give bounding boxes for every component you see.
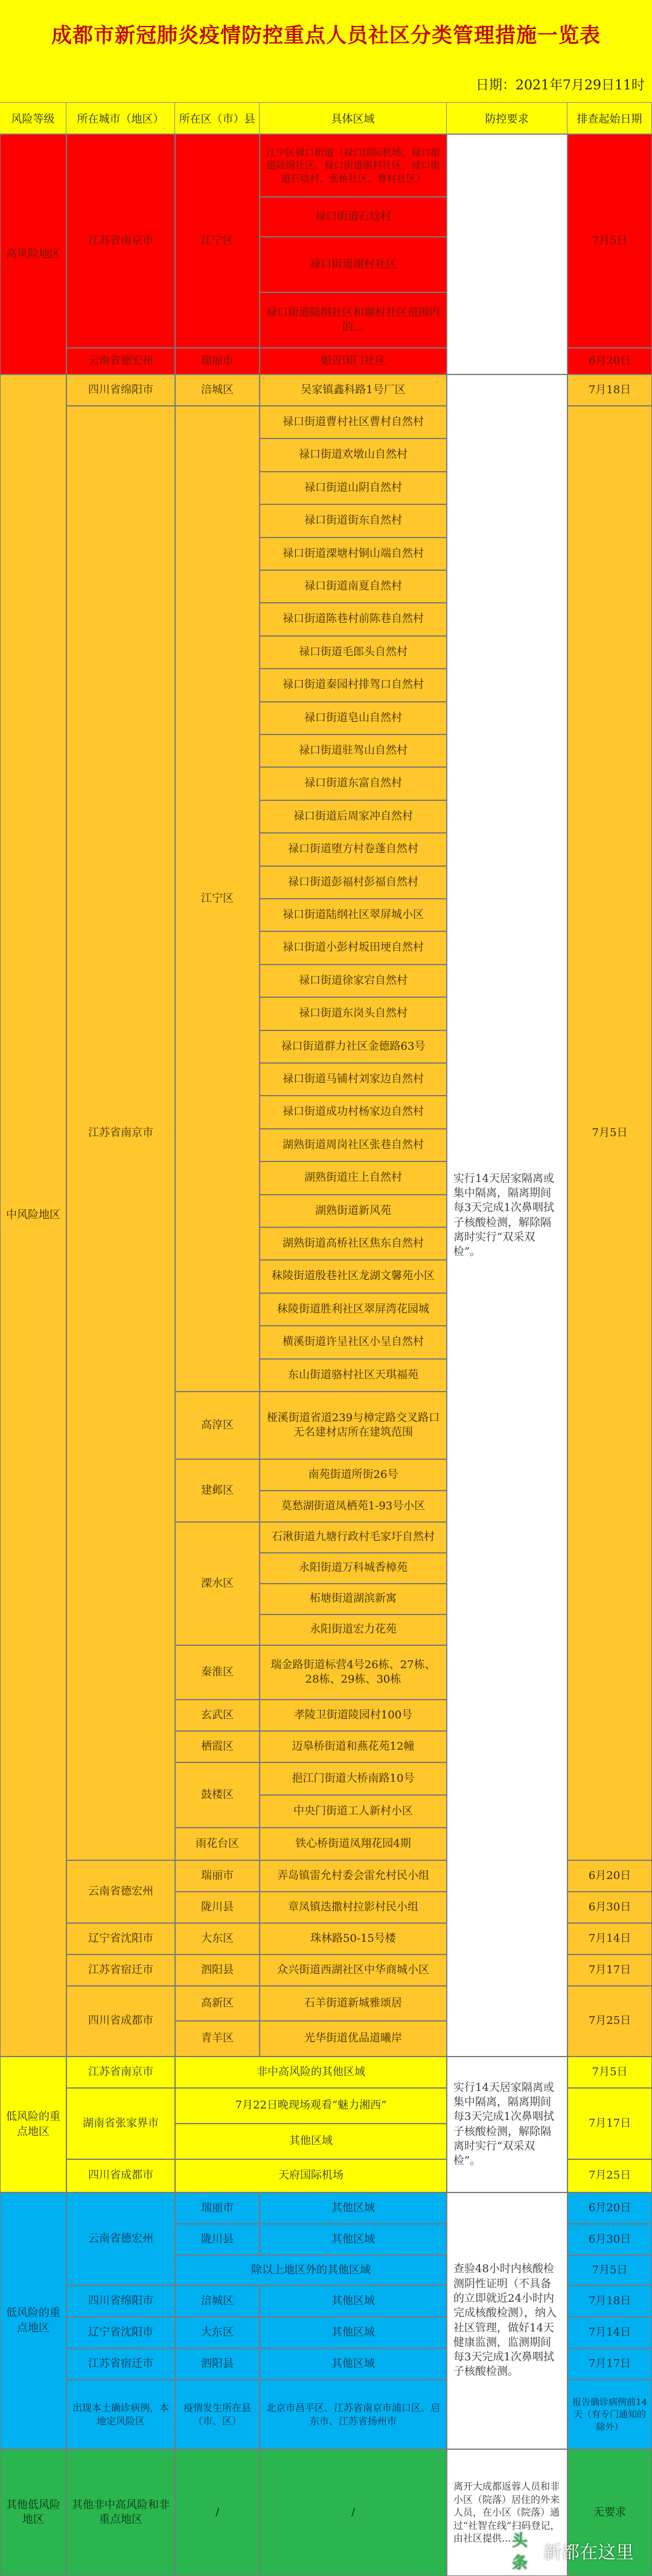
district-ruili-high: 瑞丽市 xyxy=(175,348,260,374)
district-longchuan-medium: 陇川县 xyxy=(175,1892,260,1923)
area-qinhuai: 瑞金路街道标营4号26栋、27栋、28栋、29栋、30栋 xyxy=(260,1645,447,1700)
city-nanjing-low: 江苏省南京市 xyxy=(66,2057,175,2088)
date-outbreak-low: 报告确诊病例前14天（有专门通知的除外） xyxy=(567,2380,652,2449)
area-zhangjiajie-low-1: 7月22日晚现场观看“魅力湘西” xyxy=(175,2088,447,2124)
district-jianye: 建邺区 xyxy=(175,1459,260,1522)
jiangning-area-row: 禄口街道皂山自然村 xyxy=(260,702,447,734)
area-nanjing-low: 非中高风险的其他区域 xyxy=(175,2057,447,2088)
area-dadong-low: 其他区域 xyxy=(260,2317,447,2348)
requirement-other-low: 离开大成都返蓉人员和非小区（院落）居住的外来人员，在小区（院落）通过“社智在线”扫码登记，由社区提供... xyxy=(447,2449,567,2576)
district-siyang-medium: 泗阳县 xyxy=(175,1954,260,1986)
area-jianye-2: 莫愁湖街道凤栖苑1-93号小区 xyxy=(260,1491,447,1522)
area-ruili-medium: 弄岛镇雷允村委会雷允村民小组 xyxy=(260,1860,447,1892)
date-siyang-low: 7月17日 xyxy=(567,2348,652,2380)
area-qixia: 迈皋桥街道和燕花苑12幢 xyxy=(260,1731,447,1762)
area-zhangjiajie-low-2: 其他区域 xyxy=(175,2124,447,2159)
district-xuanwu: 玄武区 xyxy=(175,1700,260,1731)
city-other-low: 其他非中高风险和非重点地区 xyxy=(66,2449,175,2576)
area-longchuan-medium: 章凤镇迭撒村拉影村民小组 xyxy=(260,1892,447,1923)
date-other-low: 7月5日 xyxy=(567,2255,652,2285)
jiangning-area-row: 禄口街道欢墩山自然村 xyxy=(260,438,447,471)
date-ruili-medium: 6月20日 xyxy=(567,1860,652,1892)
date-nanjing-low: 7月5日 xyxy=(567,2057,652,2088)
city-dehong-low: 云南省德宏州 xyxy=(66,2192,175,2285)
jiangning-area-row: 禄口街道南夏自然村 xyxy=(260,570,447,603)
jiangning-area-row: 禄口街道溧塘村铜山端自然村 xyxy=(260,538,447,570)
city-suqian-medium: 江苏省宿迁市 xyxy=(66,1954,175,1986)
area-ruili-low: 其他区域 xyxy=(260,2192,447,2224)
city-zhangjiajie-low: 湖南省张家界市 xyxy=(66,2088,175,2159)
district-qixia: 栖霞区 xyxy=(175,1731,260,1762)
district-fucheng-medium: 涪城区 xyxy=(175,374,260,406)
risk-level-low-key-yellow: 低风险的重点地区 xyxy=(0,2057,66,2192)
area-high-5: 姐告国门社区 xyxy=(260,348,447,374)
city-shenyang-low: 辽宁省沈阳市 xyxy=(66,2317,175,2348)
date-chengdu-low: 7月25日 xyxy=(567,2159,652,2192)
district-gulou: 鼓楼区 xyxy=(175,1762,260,1828)
area-gaoxin-medium: 石羊街道新城雅颂居 xyxy=(260,1986,447,2021)
district-longchuan-low: 陇川县 xyxy=(175,2224,260,2255)
risk-level-medium: 中风险地区 xyxy=(0,374,66,2057)
date-dadong-low: 7月14日 xyxy=(567,2317,652,2348)
header-risk-level: 风险等级 xyxy=(0,103,66,134)
date-chengdu-medium: 7月25日 xyxy=(567,1986,652,2057)
area-dadong-medium: 珠林路50-15号楼 xyxy=(260,1923,447,1954)
city-shenyang-medium: 辽宁省沈阳市 xyxy=(66,1923,175,1954)
area-gulou-2: 中央门街道工人新村小区 xyxy=(260,1795,447,1828)
district-ruili-medium: 瑞丽市 xyxy=(175,1860,260,1892)
district-dadong-low: 大东区 xyxy=(175,2317,260,2348)
header-area: 具体区域 xyxy=(260,103,447,134)
jiangning-area-row: 湖熟街道周岗社区张巷自然村 xyxy=(260,1129,447,1161)
watermark xyxy=(512,2532,634,2572)
jiangning-area-row: 湖熟街道新风苑 xyxy=(260,1195,447,1227)
jiangning-area-row: 禄口街道马铺村刘家边自然村 xyxy=(260,1063,447,1096)
toutiao-logo-icon: 头条 xyxy=(512,2537,539,2564)
district-dadong-medium: 大东区 xyxy=(175,1923,260,1954)
district-qinhuai: 秦淮区 xyxy=(175,1645,260,1700)
date-ruili-low: 6月20日 xyxy=(567,2192,652,2224)
jiangning-area-row: 禄口街道陆纲社区翠屏城小区 xyxy=(260,899,447,931)
requirement-medium: 实行14天居家隔离或集中隔离，隔离期间每3天完成1次鼻咽拭子核酸检测，解除隔离时实行“双采双检”。 xyxy=(447,374,567,2057)
area-longchuan-low: 其他区域 xyxy=(260,2224,447,2255)
district-ruili-low: 瑞丽市 xyxy=(175,2192,260,2224)
requirement-high xyxy=(447,134,567,374)
area-high-1: 江宁区禄口街道（禄口国际机场、禄口街道陆纲社区、禄口街道谢村社区、禄口街道石埝村、张桥社区、曹村社区） xyxy=(260,134,447,197)
header-requirement: 防控要求 xyxy=(447,103,567,134)
date-zhangjiajie-low: 7月17日 xyxy=(567,2088,652,2159)
jiangning-area-row: 禄口街道东富自然村 xyxy=(260,767,447,800)
jiangning-area-row: 禄口街道后周家冲自然村 xyxy=(260,800,447,833)
area-lishui-2: 永阳街道万科城香樟苑 xyxy=(260,1553,447,1584)
jiangning-area-row: 秣陵街道胜利社区翠屏湾花园城 xyxy=(260,1293,447,1326)
area-high-4: 禄口街道陆纲社区和谢村社区范围内的… xyxy=(260,292,447,348)
jiangning-area-row: 禄口街道秦园村排驾口自然村 xyxy=(260,669,447,701)
date-longchuan-low: 6月30日 xyxy=(567,2224,652,2255)
date-siyang-medium: 7月17日 xyxy=(567,1954,652,1986)
area-xuanwu: 孝陵卫街道陵园村100号 xyxy=(260,1700,447,1731)
city-chengdu-medium: 四川省成都市 xyxy=(66,1986,175,2057)
jiangning-area-row: 东山街道骆村社区天琪福苑 xyxy=(260,1359,447,1392)
table-header xyxy=(0,103,652,134)
district-other-low: / xyxy=(175,2449,260,2576)
date-high-1: 7月5日 xyxy=(567,134,652,348)
jiangning-area-row: 禄口街道小彭村坂田埂自然村 xyxy=(260,931,447,964)
district-fucheng-low: 涪城区 xyxy=(175,2285,260,2317)
date-dadong-medium: 7月14日 xyxy=(567,1923,652,1954)
area-gulou-1: 挹江门街道大桥南路10号 xyxy=(260,1762,447,1795)
jiangning-area-row: 禄口街道群力社区金德路63号 xyxy=(260,1030,447,1063)
jiangning-area-row: 禄口街道陈巷村前陈巷自然村 xyxy=(260,603,447,635)
district-siyang-low: 泗阳县 xyxy=(175,2348,260,2380)
area-outbreak-low: 北京市昌平区、江苏省南京市浦口区、启东市、江苏省扬州市 xyxy=(260,2380,447,2449)
date-bar: 日期：2021年7月29日11时 xyxy=(0,66,652,103)
area-lishui-4: 永阳街道宏力花苑 xyxy=(260,1614,447,1645)
area-high-3: 禄口街道谢村社区 xyxy=(260,237,447,292)
jiangning-area-row: 禄口街道东岗头自然村 xyxy=(260,997,447,1030)
jiangning-area-row: 禄口街道山阴自然村 xyxy=(260,472,447,504)
area-high-2: 禄口街道石埝村 xyxy=(260,197,447,237)
requirement-low-yellow: 实行14天居家隔离或集中隔离，隔离期间每3天完成1次鼻咽拭子核酸检测，解除隔离时实行“双采双检”。 xyxy=(447,2057,567,2192)
jiangning-area-row: 禄口街道街东自然村 xyxy=(260,504,447,537)
jiangning-area-row: 湖熟街道庄上自然村 xyxy=(260,1161,447,1194)
area-fucheng-medium: 吴家镇鑫科路1号厂区 xyxy=(260,374,447,406)
jiangning-area-row: 禄口街道驻驾山自然村 xyxy=(260,734,447,767)
header-city: 所在城市（地区） xyxy=(66,103,175,134)
district-gaoxin-medium: 高新区 xyxy=(175,1986,260,2021)
header-start-date: 排查起始日期 xyxy=(567,103,652,134)
jiangning-area-row: 禄口街道曹村社区曹村自然村 xyxy=(260,406,447,438)
header-district: 所在区（市）县 xyxy=(175,103,260,134)
area-lishui-1: 石湫街道九塘行政村毛家圩自然村 xyxy=(260,1522,447,1553)
risk-level-low-key-blue: 低风险的重点地区 xyxy=(0,2192,66,2449)
area-other-low-green: / xyxy=(260,2449,447,2576)
page-title: 成都市新冠肺炎疫情防控重点人员社区分类管理措施一览表 xyxy=(0,0,652,67)
city-mianyang-low: 四川省绵阳市 xyxy=(66,2285,175,2317)
area-siyang-low: 其他区域 xyxy=(260,2348,447,2380)
district-gaochun: 高淳区 xyxy=(175,1392,260,1459)
area-other-low: 除以上地区外的其他区域 xyxy=(175,2255,447,2285)
city-nanjing-high: 江苏省南京市 xyxy=(66,134,175,348)
area-yuhuatai: 铁心桥街道凤翔花园4期 xyxy=(260,1828,447,1860)
area-fucheng-low: 其他区域 xyxy=(260,2285,447,2317)
jiangning-area-row: 湖熟街道高桥社区焦东自然村 xyxy=(260,1227,447,1260)
area-jianye-1: 南苑街道所街26号 xyxy=(260,1459,447,1491)
city-local-case-low: 出现本土确诊病例，本地定风险区 xyxy=(66,2380,175,2449)
risk-level-high: 高风险地区 xyxy=(0,134,66,374)
date-nanjing-medium: 7月5日 xyxy=(567,406,652,1860)
date-other-low-green: 无要求 xyxy=(567,2449,652,2576)
city-suqian-low: 江苏省宿迁市 xyxy=(66,2348,175,2380)
requirement-low-blue: 查验48小时内核酸检测阴性证明（不具备的立即就近24小时内完成核酸检测），纳入社区管理，做好14天健康监测，监测期间每3天完成1次鼻咽拭子核酸检测。 xyxy=(447,2192,567,2449)
district-lishui: 溧水区 xyxy=(175,1522,260,1645)
area-chengdu-low: 天府国际机场 xyxy=(175,2159,447,2192)
district-jiangning-medium: 江宁区 xyxy=(175,406,260,1392)
jiangning-area-row: 禄口街道徐家宕自然村 xyxy=(260,965,447,997)
district-jiangning-high: 江宁区 xyxy=(175,134,260,348)
city-nanjing-medium: 江苏省南京市 xyxy=(66,406,175,1860)
district-outbreak-low: 疫情发生所在县（市、区） xyxy=(175,2380,260,2449)
date-longchuan-medium: 6月30日 xyxy=(567,1892,652,1923)
area-gaochun: 桠溪街道省道239与樟定路交叉路口无名建材店所在建筑范围 xyxy=(260,1392,447,1459)
district-qingyang-medium: 青羊区 xyxy=(175,2021,260,2057)
city-dehong-medium: 云南省德宏州 xyxy=(66,1860,175,1923)
jiangning-area-row: 禄口街道成功村杨家边自然村 xyxy=(260,1096,447,1128)
city-mianyang-medium: 四川省绵阳市 xyxy=(66,374,175,406)
watermark-text: 新都在这里 xyxy=(543,2542,634,2563)
date-fucheng-low: 7月18日 xyxy=(567,2285,652,2317)
jiangning-area-row: 禄口街道彭福村彭福自然村 xyxy=(260,866,447,899)
date-high-2: 6月20日 xyxy=(567,348,652,374)
date-fucheng-medium: 7月18日 xyxy=(567,374,652,406)
jiangning-area-row: 秣陵街道殷巷社区龙湖文馨苑小区 xyxy=(260,1260,447,1293)
jiangning-area-row: 禄口街道堕方村卷蓬自然村 xyxy=(260,833,447,866)
city-dehong-high: 云南省德宏州 xyxy=(66,348,175,374)
risk-level-other-low: 其他低风险地区 xyxy=(0,2449,66,2576)
area-qingyang-medium: 光华街道优品道曦岸 xyxy=(260,2021,447,2057)
jiangning-area-row: 禄口街道毛郎头自然村 xyxy=(260,636,447,669)
jiangning-area-row: 横溪街道许呈社区小呈自然村 xyxy=(260,1326,447,1358)
district-yuhuatai: 雨花台区 xyxy=(175,1828,260,1860)
area-lishui-3: 柘塘街道湖滨新寓 xyxy=(260,1584,447,1614)
area-siyang-medium: 众兴街道西湖社区中华商城小区 xyxy=(260,1954,447,1986)
city-chengdu-low: 四川省成都市 xyxy=(66,2159,175,2192)
